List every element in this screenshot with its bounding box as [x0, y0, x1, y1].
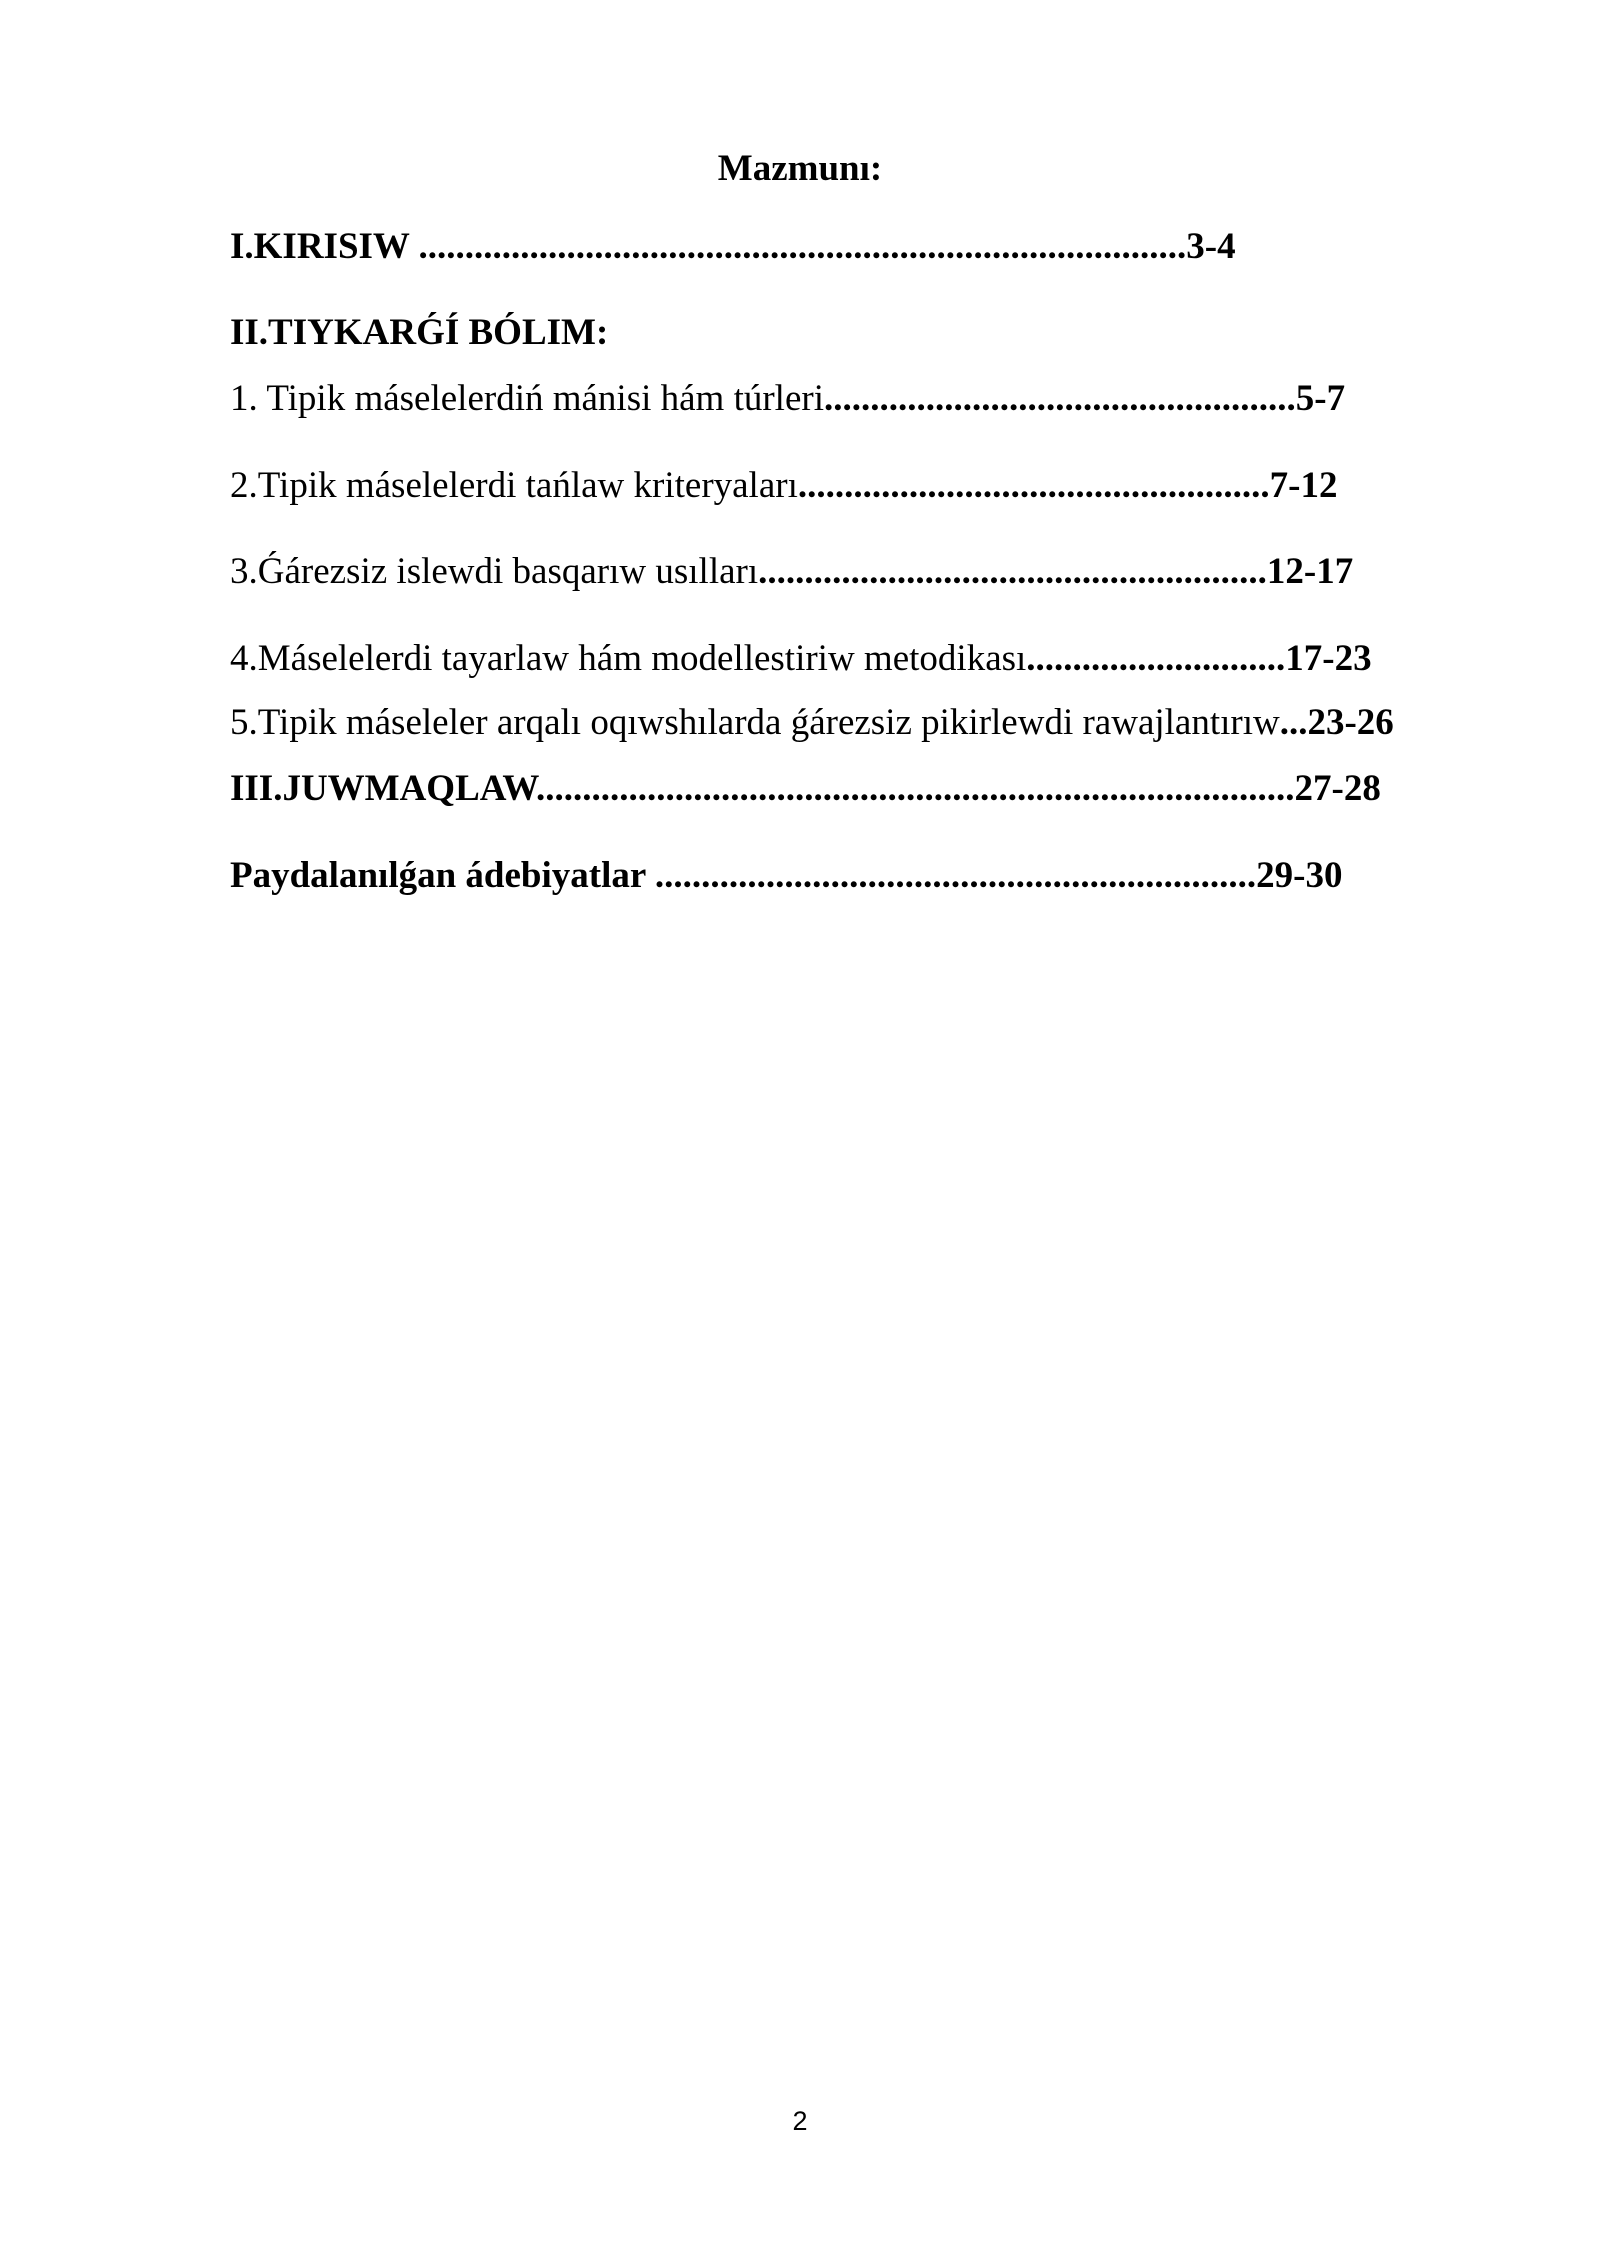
page-number: 2: [792, 2106, 808, 2136]
toc-entry-3: [230, 553, 1353, 590]
toc-entry-text: 2.Tipik máselelerdi tańlaw kriteryaları: [230, 465, 798, 506]
toc-entry-text: 5.Tipik máseleler arqalı oqıwshılarda ǵárezsiz pikirlewdi rawajlantırıw: [230, 702, 1280, 743]
toc-entry-2: [230, 467, 1337, 504]
toc-entry-text: 3.Ǵárezsiz islewdi basqarıw usılları: [230, 551, 759, 592]
toc-entry-text: Paydalanılǵan ádebiyatlar: [230, 855, 655, 896]
toc-entry-4: [230, 640, 1372, 677]
toc-entry-pages: 23-26: [1307, 702, 1394, 743]
toc-entry-dots: .................................................................: [654, 855, 1257, 896]
toc-entry-pages: 3-4: [1186, 226, 1236, 267]
toc-entry-dots: ............................: [1026, 638, 1286, 679]
toc-entry-dots: ...................................................: [797, 465, 1270, 506]
toc-entry-text: 1. Tipik máselelerdiń mánisi hám túrleri: [230, 378, 824, 419]
toc-section-heading: II.TIYKARǴÍ BÓLIM:: [230, 312, 609, 353]
toc-entry-introduction: [230, 228, 1375, 265]
toc-entry-5: [230, 704, 1394, 741]
toc-entry-text: III.JUWMAQLAW: [230, 768, 536, 809]
toc-entry-dots: ...................................................: [824, 378, 1296, 419]
toc-entry-pages: 29-30: [1256, 855, 1343, 896]
toc-entry-dots: ...: [1279, 702, 1308, 743]
toc-entry-pages: 7-12: [1269, 465, 1338, 506]
toc-entry-pages: 5-7: [1295, 378, 1346, 419]
toc-entry-dots: ...................................................................................: [418, 226, 1187, 267]
toc-entry-text: I.KIRISIW: [230, 226, 419, 267]
toc-title: Mazmunı:: [717, 148, 883, 189]
toc-entry-pages: 27-28: [1294, 768, 1381, 809]
toc-entry-pages: 12-17: [1266, 551, 1354, 592]
toc-entry-1: [230, 380, 1345, 417]
toc-entry-text: 4.Máselelerdi tayarlaw hám modellestiriw metodikası: [230, 638, 1027, 679]
toc-entry-references: [230, 857, 1342, 894]
toc-entry-conclusion: [230, 770, 1381, 807]
toc-entry-pages: 17-23: [1285, 638, 1372, 679]
toc-entry-dots: ..................................................................................: [536, 768, 1295, 809]
toc-entry-dots: .......................................................: [758, 551, 1267, 592]
